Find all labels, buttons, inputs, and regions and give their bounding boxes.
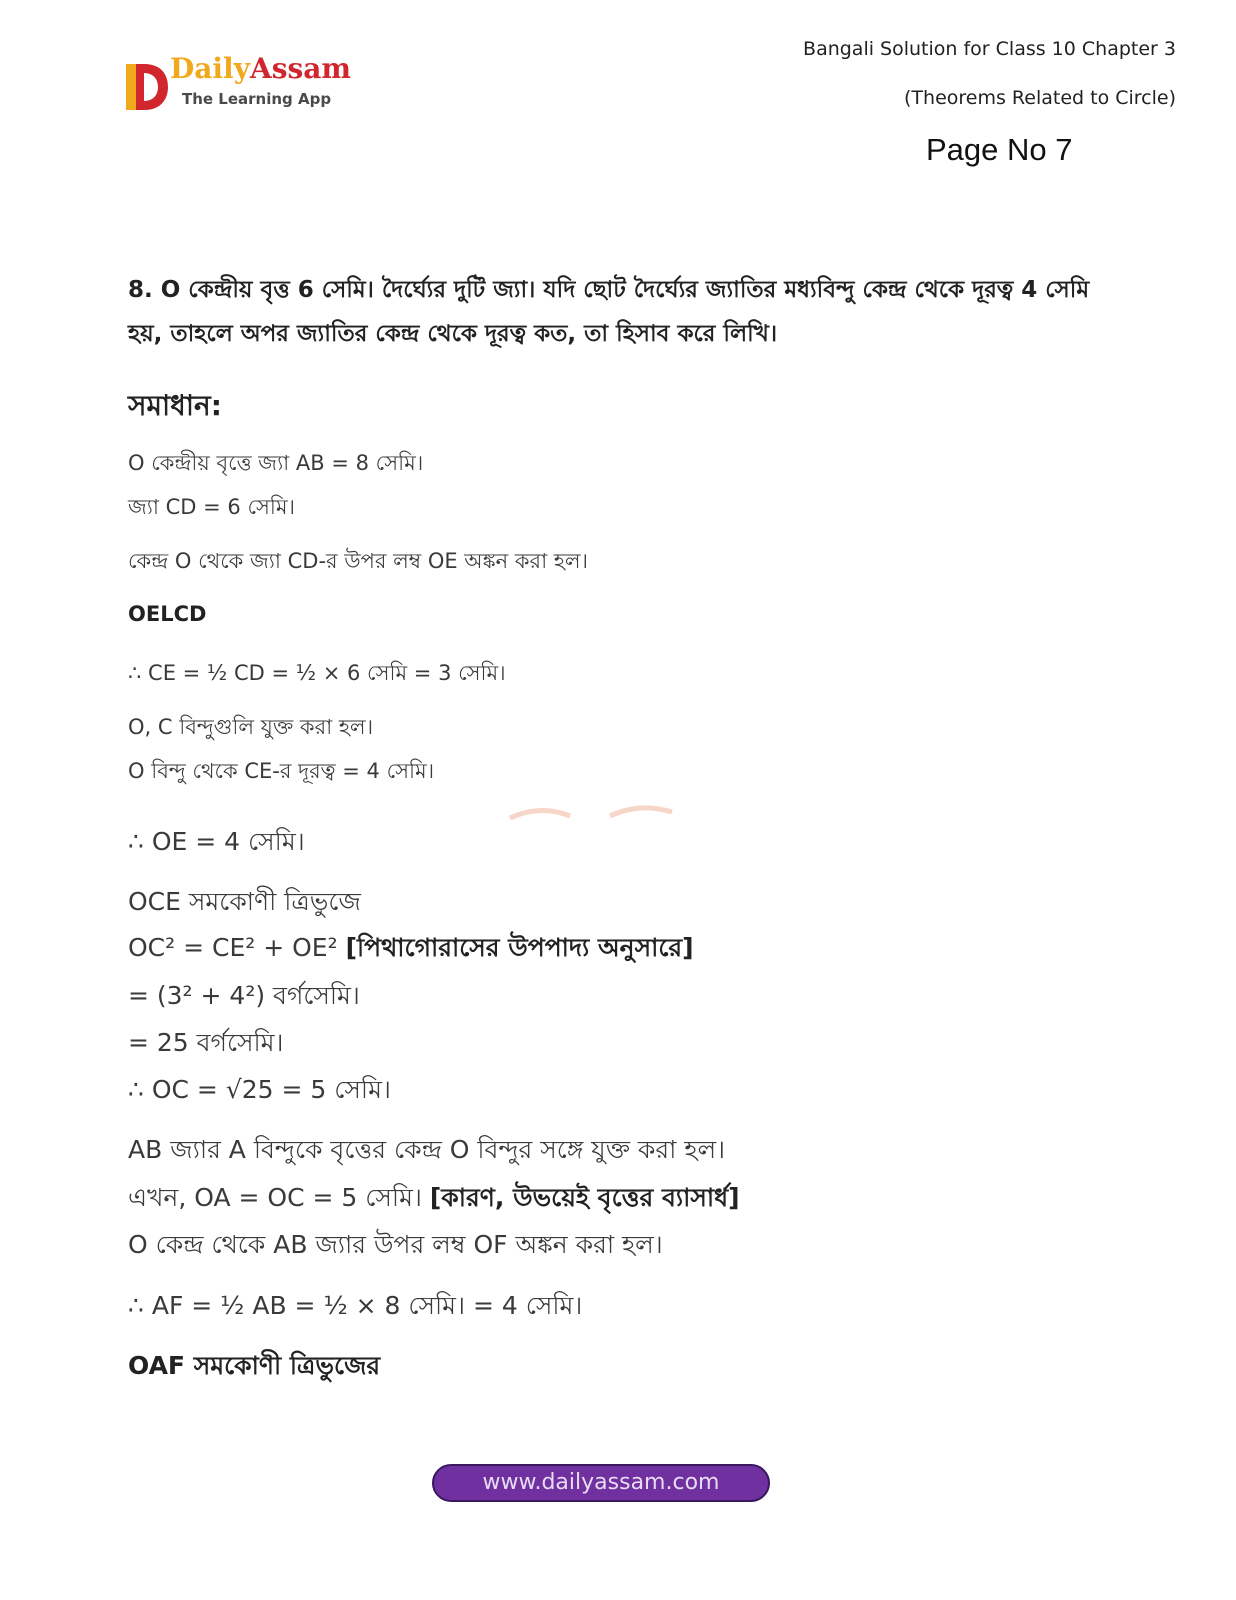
solution-line-5: ∴ CE = ½ CD = ½ × 6 সেমি = 3 সেমি। [128,661,506,685]
logo-name: DailyAssam [170,52,351,85]
radius-note: [কারণ, উভয়েই বৃত্তের ব্যাসার্ধ] [429,1183,740,1212]
header-chapter-title: (Theorems Related to Circle) [904,87,1176,109]
solution-line-3: কেন্দ্র O থেকে জ্যা CD-র উপর লম্ব OE অঙ্কন করা হল। [128,549,589,573]
solution-line-12: = 25 বর্গসেমি। [128,1028,284,1057]
solution-line-13: ∴ OC = √25 = 5 সেমি। [128,1075,391,1104]
website-url-link[interactable]: www.dailyassam.com [432,1464,770,1502]
solution-line-14: AB জ্যার A বিন্দুকে বৃত্তের কেন্দ্র O বিন্দুর সঙ্গে যুক্ত করা হল। [128,1135,726,1164]
solution-line-7: O বিন্দু থেকে CE-র দূরত্ব = 4 সেমি। [128,759,435,783]
logo-tagline: The Learning App [182,90,332,108]
solution-line-18 [128,1346,380,1389]
solution-line-11: = (3² + 4²) বর্গসেমি। [128,981,360,1010]
radius-equation: এখন, OA = OC = 5 সেমি। [128,1183,430,1212]
solution-line-9: OCE সমকোণী ত্রিভুজে [128,887,361,916]
pythagoras-note: [পিথাগোরাসের উপপাদ্য অনুসারে] [345,933,694,962]
solution-line-6: O, C বিন্দুগুলি যুক্ত করা হল। [128,715,374,739]
page-number: Page No 7 [926,132,1073,167]
solution-line-15 [128,1178,740,1221]
solution-heading: সমাধান: [128,389,222,422]
watermark-mark [500,800,680,820]
triangle-heading: সমকোণী ত্রিভুজের [193,1351,381,1380]
pythagoras-equation: OC² = CE² + OE² [128,933,346,962]
logo-d-mark-icon [126,60,170,114]
triangle-label: OAF [128,1351,194,1380]
question-text: 8. O কেন্দ্রীয় বৃত্ত 6 সেমি। দৈর্ঘ্যের দুটি জ্যা। যদি ছোট দৈর্ঘ্যের জ্যাতির মধ্যবিন্দু কেন্দ্র থেকে দূরত্ব 4 সেমি হয়, তাহলে অপর জ্যাতির কেন্দ্র থেকে দূরত্ব কত, তা হিসাব করে লিখি। [128,277,1090,347]
solution-line-16: O কেন্দ্র থেকে AB জ্যার উপর লম্ব OF অঙ্কন করা হল। [128,1230,663,1259]
solution-line-8: ∴ OE = 4 সেমি। [128,827,305,856]
header-subject: Bangali Solution for Class 10 Chapter 3 [803,38,1176,60]
solution-line-10 [128,928,694,971]
solution-line-4: OELCD [128,602,207,626]
dailyassam-logo [126,52,366,118]
solution-line-1: O কেন্দ্রীয় বৃত্তে জ্যা AB = 8 সেমি। [128,451,424,475]
solution-line-2: জ্যা CD = 6 সেমি। [128,495,296,519]
solution-line-17: ∴ AF = ½ AB = ½ × 8 সেমি। = 4 সেমি। [128,1291,583,1320]
